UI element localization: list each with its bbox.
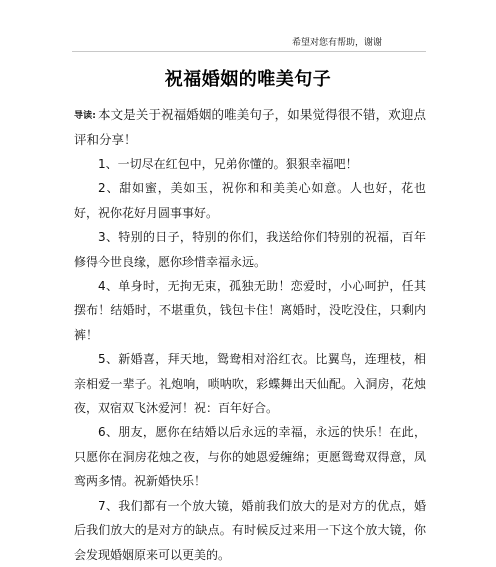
wish-paragraph-3: 3、特别的日子，特别的你们，我送给你们特别的祝福，百年修得今世良缘，愿你珍惜幸福永远。 [74, 230, 426, 269]
wish-paragraph-2: 2、甜如蜜，美如玉，祝你和和美美心如意。人也好，花也好，祝你花好月圆事事好。 [74, 181, 426, 220]
wish-paragraph-4: 4、单身时，无拘无束，孤独无助！恋爱时，小心呵护，任其摆布！结婚时，不堪重负，钱包卡住！离婚时，没吃没住，只剩内裤！ [74, 279, 426, 342]
wish-paragraph-5: 5、新婚喜，拜天地，鸳鸯相对浴红衣。比翼鸟，连理枝，相亲相爱一辈子。礼炮响，唢呐吹，彩蝶舞出天仙配。入洞房，花烛夜，双宿双飞沐爱河！祝：百年好合。 [74, 352, 426, 416]
wish-paragraph-6: 6、朋友，愿你在结婚以后永远的幸福，永远的快乐！在此，只愿你在洞房花烛之夜，与你的她恩爱缠绵；更愿鸳鸯双得意，凤鸾两多情。祝新婚快乐！ [74, 425, 426, 489]
intro-text: 本文是关于祝福婚姻的唯美句子，如果觉得很不错，欢迎点评和分享！ [74, 107, 426, 147]
document-body [74, 103, 426, 567]
wish-paragraph-1: 1、一切尽在红包中，兄弟你懂的。狠狠幸福吧！ [98, 157, 358, 171]
intro-paragraph [74, 103, 426, 152]
header-divider [72, 51, 426, 52]
document-title: 祝福婚姻的唯美句子 [164, 69, 332, 90]
wish-paragraph-7: 7、我们都有一个放大镜，婚前我们放大的是对方的优点，婚后我们放大的是对方的缺点。有时候反过来用一下这个放大镜，你会发现婚姻原来可以更美的。 [74, 498, 426, 562]
intro-label: 导读: [74, 111, 96, 121]
header-note: 希望对您有帮助，谢谢 [292, 38, 383, 48]
